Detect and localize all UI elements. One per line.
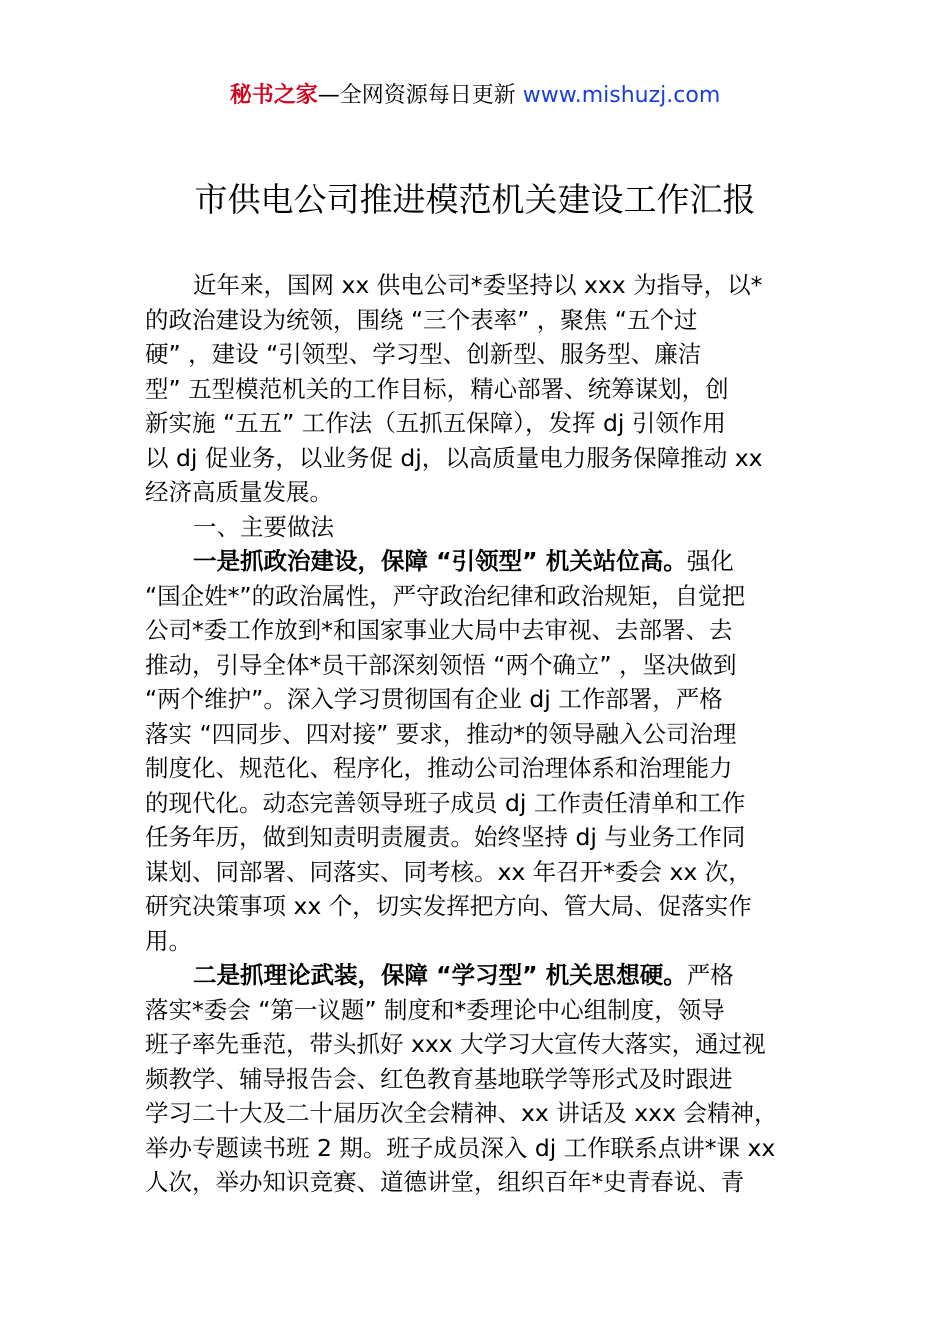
paragraph-line: 频教学、辅导报告会、红色教育基地联学等形式及时跟进 xyxy=(145,1064,733,1093)
paragraph-line: 近年来，国网 xx 供电公司*委坚持以 xxx 为指导，以* xyxy=(193,271,763,299)
paragraph-line: 新实施 “五五” 工作法（五抓五保障），发挥 dj 引领作用 xyxy=(145,409,726,437)
paragraph-line: 型” 五型模范机关的工作目标，精心部署、统筹谋划，创 xyxy=(145,374,729,403)
paragraph-line xyxy=(145,544,815,579)
paragraph-line: 经济高质量发展。 xyxy=(145,478,333,506)
bold-lead-heading: 一是抓政治建设，保障 “引领型” 机关站位高。 xyxy=(193,547,687,575)
paragraph-line: 推动，引导全体*员干部深刻领悟 “两个确立” ，坚决做到 xyxy=(145,650,737,679)
paragraph-text: 严格 xyxy=(686,961,734,989)
site-name: 秘书之家 xyxy=(229,83,318,108)
paragraph-line: 公司*委工作放到*和国家事业大局中去审视、去部署、去 xyxy=(145,616,733,644)
paragraph-line xyxy=(145,958,815,993)
paragraph-line: 谋划、同部署、同落实、同考核。xx 年召开*委会 xx 次， xyxy=(145,857,752,886)
site-tagline: —全网资源每日更新 xyxy=(317,83,516,108)
paragraph-line: 班子率先垂范，带头抓好 xxx 大学习大宣传大落实，通过视 xyxy=(145,1030,766,1058)
site-url-link[interactable]: www.mishuzj.com xyxy=(522,83,721,108)
document-body xyxy=(145,268,815,1200)
paragraph-line: 制度化、规范化、程序化，推动公司治理体系和治理能力 xyxy=(145,754,733,782)
paragraph-text: 强化 xyxy=(686,547,734,575)
paragraph-line: “两个维护”。深入学习贯彻国有企业 dj 工作部署，严格 xyxy=(145,685,723,713)
section-heading: 一、主要做法 xyxy=(193,512,334,541)
paragraph-line: “国企姓*”的政治属性，严守政治纪律和政治规矩，自觉把 xyxy=(145,581,746,610)
paragraph-line: 人次，举办知识竞赛、道德讲堂，组织百年*史青春说、青 xyxy=(145,1168,745,1196)
bold-lead-heading: 二是抓理论武装，保障 “学习型” 机关思想硬。 xyxy=(193,961,687,989)
paragraph-line: 落实 “四同步、四对接” 要求，推动*的领导融入公司治理 xyxy=(145,719,737,748)
paragraph-line: 硬” ，建设 “引领型、学习型、创新型、服务型、廉洁 xyxy=(145,340,702,368)
document-title: 市供电公司推进模范机关建设工作汇报 xyxy=(194,180,756,219)
paragraph-line: 的政治建设为统领，围绕 “三个表率” ，聚焦 “五个过 xyxy=(145,305,698,334)
paragraph-line: 以 dj 促业务，以业务促 dj，以高质量电力服务保障推动 xx xyxy=(145,443,763,472)
paragraph-line: 的现代化。动态完善领导班子成员 dj 工作责任清单和工作 xyxy=(145,788,746,817)
site-header xyxy=(0,80,950,112)
paragraph-line: 用。 xyxy=(145,926,192,955)
paragraph-line: 研究决策事项 xx 个，切实发挥把方向、管大局、促落实作 xyxy=(145,892,752,920)
paragraph-line: 举办专题读书班 2 期。班子成员深入 dj 工作联系点讲*课 xx xyxy=(145,1133,776,1162)
paragraph-line: 任务年历，做到知责明责履责。始终坚持 dj 与业务工作同 xyxy=(145,823,746,851)
paragraph-line: 学习二十大及二十届历次全会精神、xx 讲话及 xxx 会精神， xyxy=(145,1099,778,1127)
paragraph-line: 落实*委会 “第一议题” 制度和*委理论中心组制度，领导 xyxy=(145,995,725,1024)
